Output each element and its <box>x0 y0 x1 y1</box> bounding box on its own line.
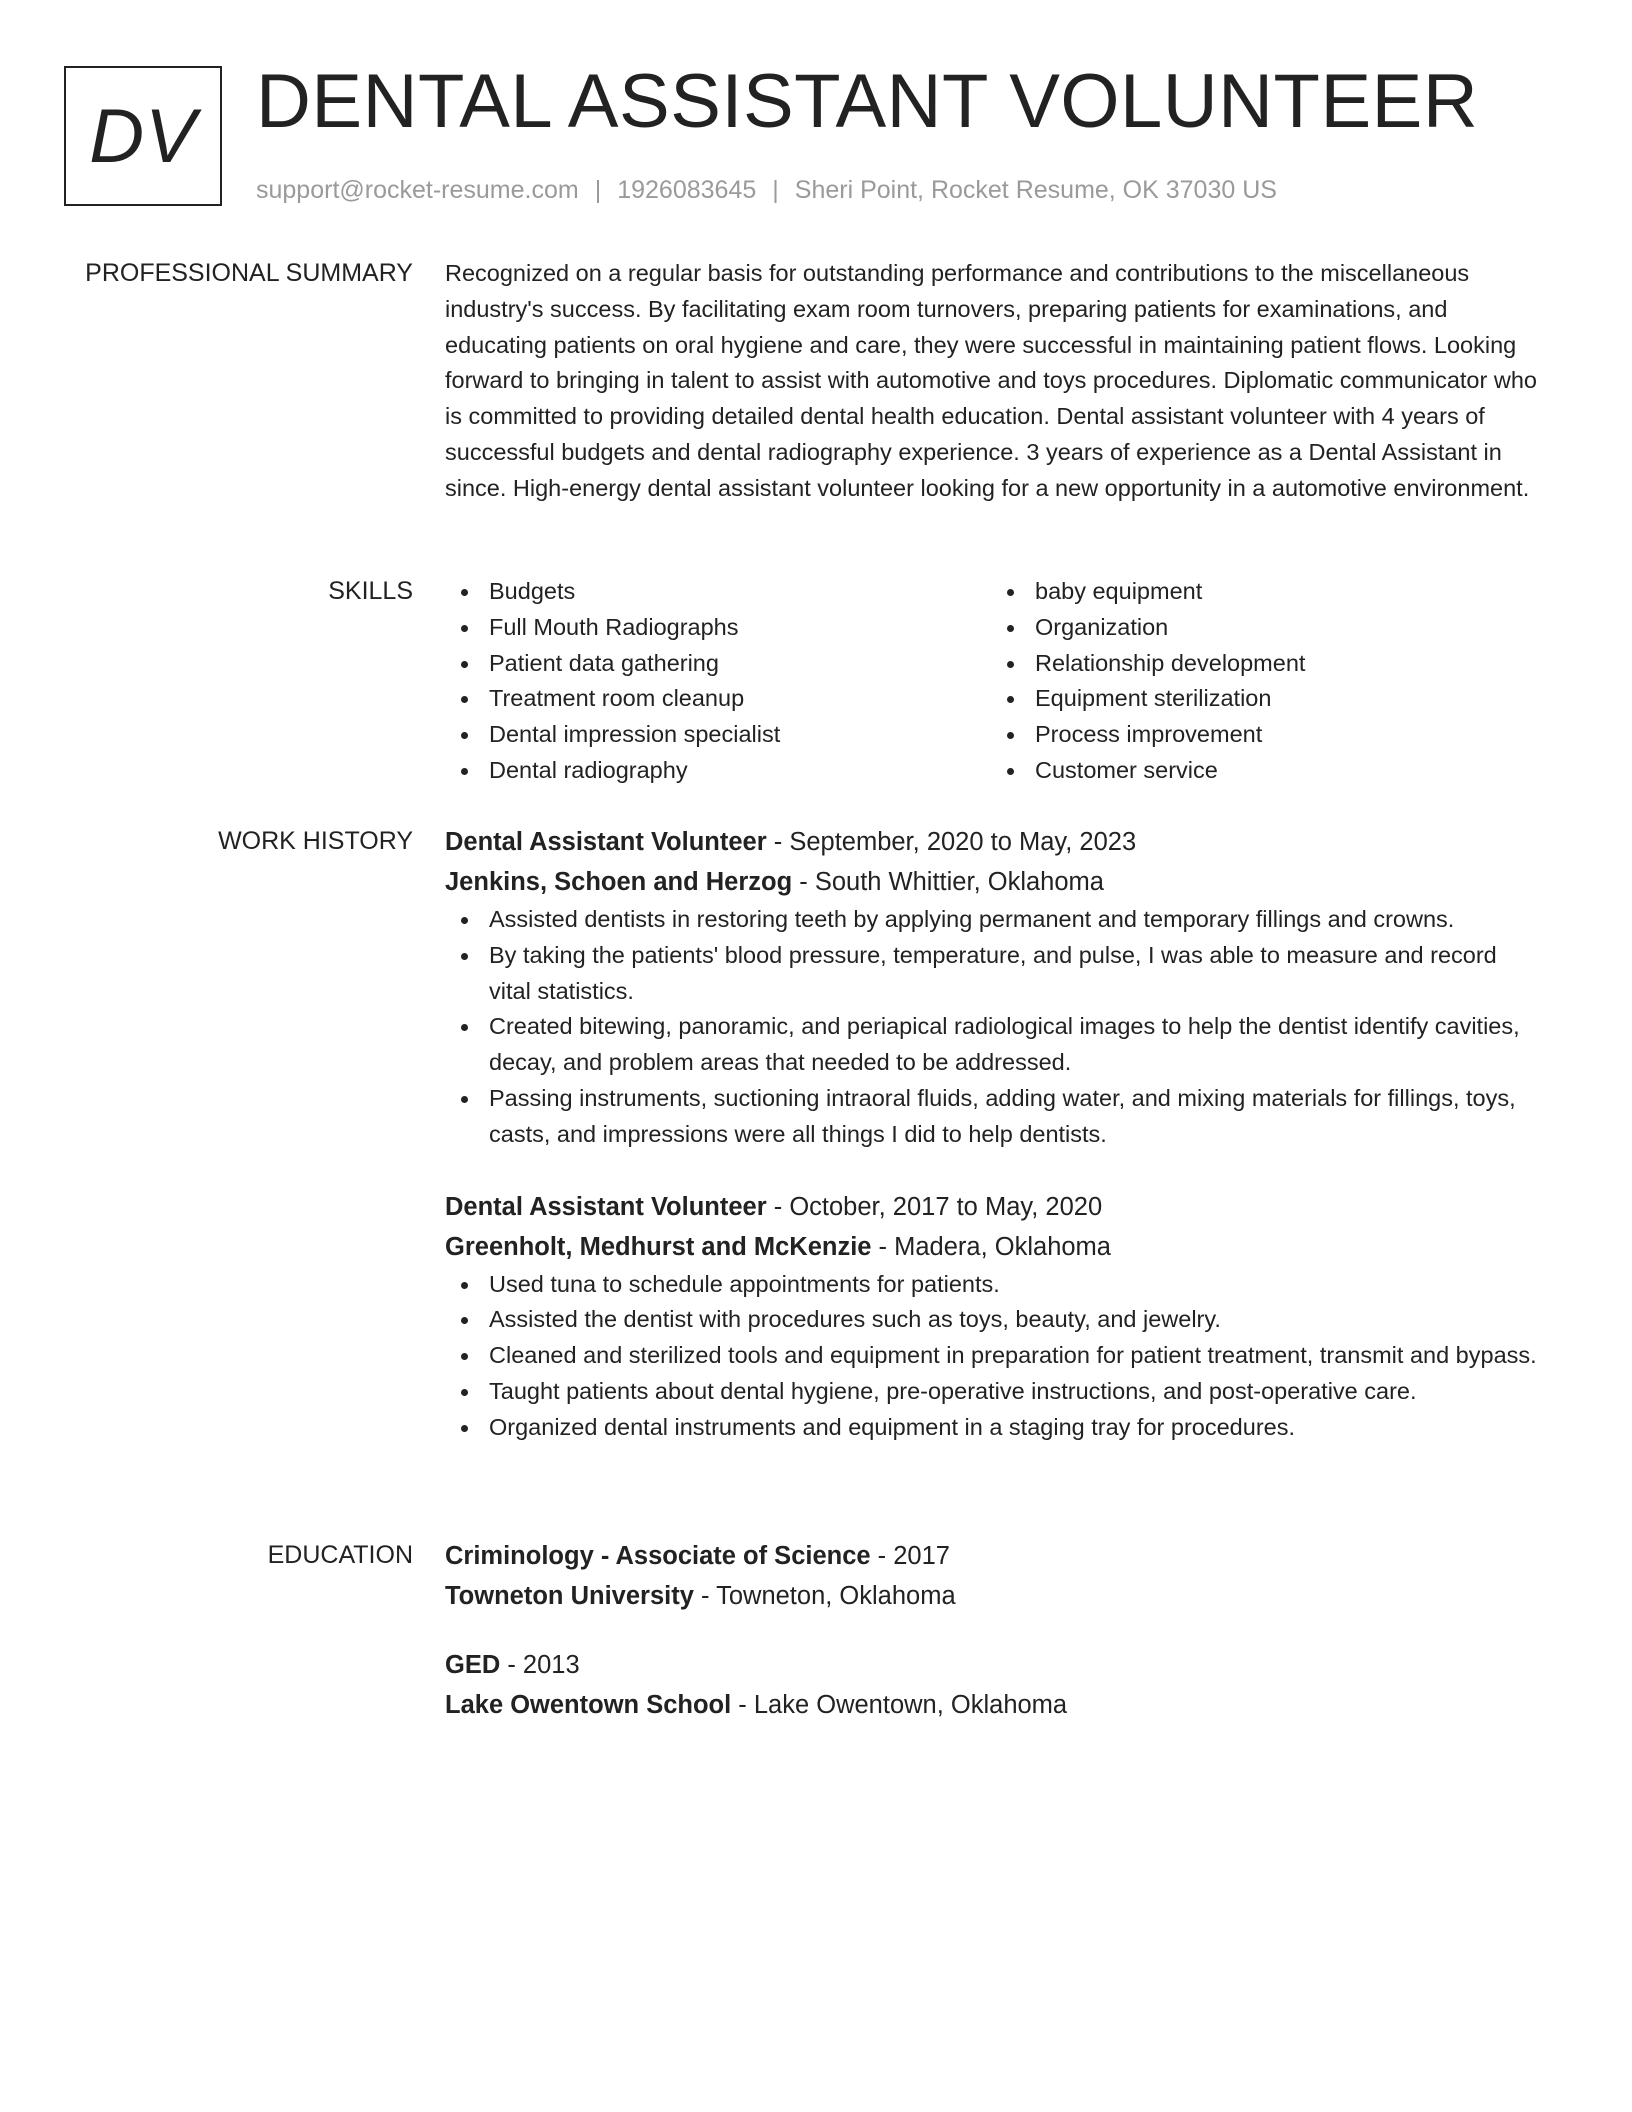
skill-item: Equipment sterilization <box>991 681 1537 717</box>
skill-item: Customer service <box>991 753 1537 789</box>
skill-item: Treatment room cleanup <box>445 681 991 717</box>
candidate-title: DENTAL ASSISTANT VOLUNTEER <box>256 59 1479 144</box>
section-heading-education: EDUCATION <box>267 1541 413 1569</box>
skill-item: baby equipment <box>991 574 1537 610</box>
education-school-line <box>445 1576 1545 1616</box>
education-degree: Criminology - Associate of Science <box>445 1542 871 1570</box>
section-heading-skills: SKILLS <box>328 577 413 605</box>
monogram-initials: DV <box>89 93 197 179</box>
skills-column-left <box>445 574 991 789</box>
section-heading-summary: PROFESSIONAL SUMMARY <box>85 259 413 287</box>
contact-phone[interactable]: 1926083645 <box>617 176 757 204</box>
skill-item: Process improvement <box>991 717 1537 753</box>
skill-item: Relationship development <box>991 646 1537 682</box>
job-bullet: Created bitewing, panoramic, and periapical radiological images to help the dentist identify cavities, decay, and problem areas that needed to be addressed. <box>445 1009 1545 1081</box>
contact-line <box>256 174 1277 206</box>
job-title-line <box>445 822 1545 862</box>
skills-grid <box>445 574 1545 789</box>
contact-address: Sheri Point, Rocket Resume, OK 37030 US <box>794 176 1277 204</box>
job-title: Dental Assistant Volunteer <box>445 1192 767 1221</box>
skill-item: Dental radiography <box>445 753 991 789</box>
education-degree: GED <box>445 1651 501 1679</box>
job-company-line <box>445 862 1545 902</box>
job-dates: - September, 2020 to May, 2023 <box>766 828 1137 856</box>
summary-body <box>445 256 1545 507</box>
skill-item: Full Mouth Radiographs <box>445 610 991 646</box>
education-school-line <box>445 1685 1545 1725</box>
education-year: - 2013 <box>500 1651 580 1679</box>
job-bullet: Taught patients about dental hygiene, pre-operative instructions, and post-operative care. <box>445 1374 1545 1410</box>
job-entry <box>445 822 1545 1153</box>
job-title-line <box>445 1187 1545 1227</box>
skill-item: Budgets <box>445 574 991 610</box>
contact-separator: | <box>594 176 602 204</box>
job-bullet: Assisted dentists in restoring teeth by applying permanent and temporary fillings and crowns. <box>445 902 1545 938</box>
job-company-line <box>445 1227 1545 1267</box>
section-heading-work-history: WORK HISTORY <box>218 827 413 855</box>
skills-column-right <box>991 574 1537 789</box>
skill-item: Patient data gathering <box>445 646 991 682</box>
job-bullet: Cleaned and sterilized tools and equipment in preparation for patient treatment, transmit and bypass. <box>445 1338 1545 1374</box>
education-degree-line <box>445 1536 1545 1576</box>
job-entry <box>445 1187 1545 1446</box>
education-body <box>445 1536 1545 1725</box>
education-school: Lake Owentown School <box>445 1691 732 1719</box>
job-bullet-list <box>445 902 1545 1153</box>
contact-email[interactable]: support@rocket-resume.com <box>256 176 579 204</box>
job-location: - South Whittier, Oklahoma <box>792 868 1104 896</box>
job-bullet: Organized dental instruments and equipment in a staging tray for procedures. <box>445 1410 1545 1446</box>
skill-item: Dental impression specialist <box>445 717 991 753</box>
contact-separator: | <box>772 176 779 204</box>
education-location: - Lake Owentown, Oklahoma <box>731 1691 1068 1719</box>
education-location: - Towneton, Oklahoma <box>693 1582 956 1610</box>
work-history-body <box>445 822 1545 1446</box>
job-location: - Madera, Oklahoma <box>871 1232 1111 1261</box>
job-bullet: Used tuna to schedule appointments for patients. <box>445 1267 1545 1303</box>
job-company: Jenkins, Schoen and Herzog <box>445 868 793 896</box>
skills-list-left <box>445 574 991 789</box>
job-bullet: By taking the patients' blood pressure, temperature, and pulse, I was able to measure and record vital statistics. <box>445 938 1545 1010</box>
education-degree-line <box>445 1645 1545 1685</box>
job-title: Dental Assistant Volunteer <box>445 828 767 856</box>
summary-text: Recognized on a regular basis for outstanding performance and contributions to the miscellaneous industry's success. By facilitating exam room turnovers, preparing patients for examinations, and educating patients on oral hygiene and care, they were successful in maintaining patient flows. Looking forward to bringing in talent to assist with automotive and toys procedures. Diplomatic communicator who is committed to providing detailed dental health education. Dental assistant volunteer with 4 years of successful budgets and dental radiography experience. 3 years of experience as a Dental Assistant in since. High-energy dental assistant volunteer looking for a new opportunity in a automotive environment. <box>445 260 1537 501</box>
job-company: Greenholt, Medhurst and McKenzie <box>445 1232 872 1261</box>
job-bullet: Passing instruments, suctioning intraoral fluids, adding water, and mixing materials for fillings, toys, casts, and impressions were all things I did to help dentists. <box>445 1081 1545 1153</box>
monogram-box <box>64 66 222 206</box>
education-entry <box>445 1536 1545 1616</box>
job-dates: - October, 2017 to May, 2020 <box>766 1192 1103 1221</box>
skill-item: Organization <box>991 610 1537 646</box>
job-bullet-list <box>445 1267 1545 1446</box>
skills-list-right <box>991 574 1537 789</box>
job-bullet: Assisted the dentist with procedures such as toys, beauty, and jewelry. <box>445 1302 1545 1338</box>
education-entry <box>445 1645 1545 1725</box>
education-school: Towneton University <box>445 1582 694 1610</box>
education-year: - 2017 <box>870 1542 950 1570</box>
